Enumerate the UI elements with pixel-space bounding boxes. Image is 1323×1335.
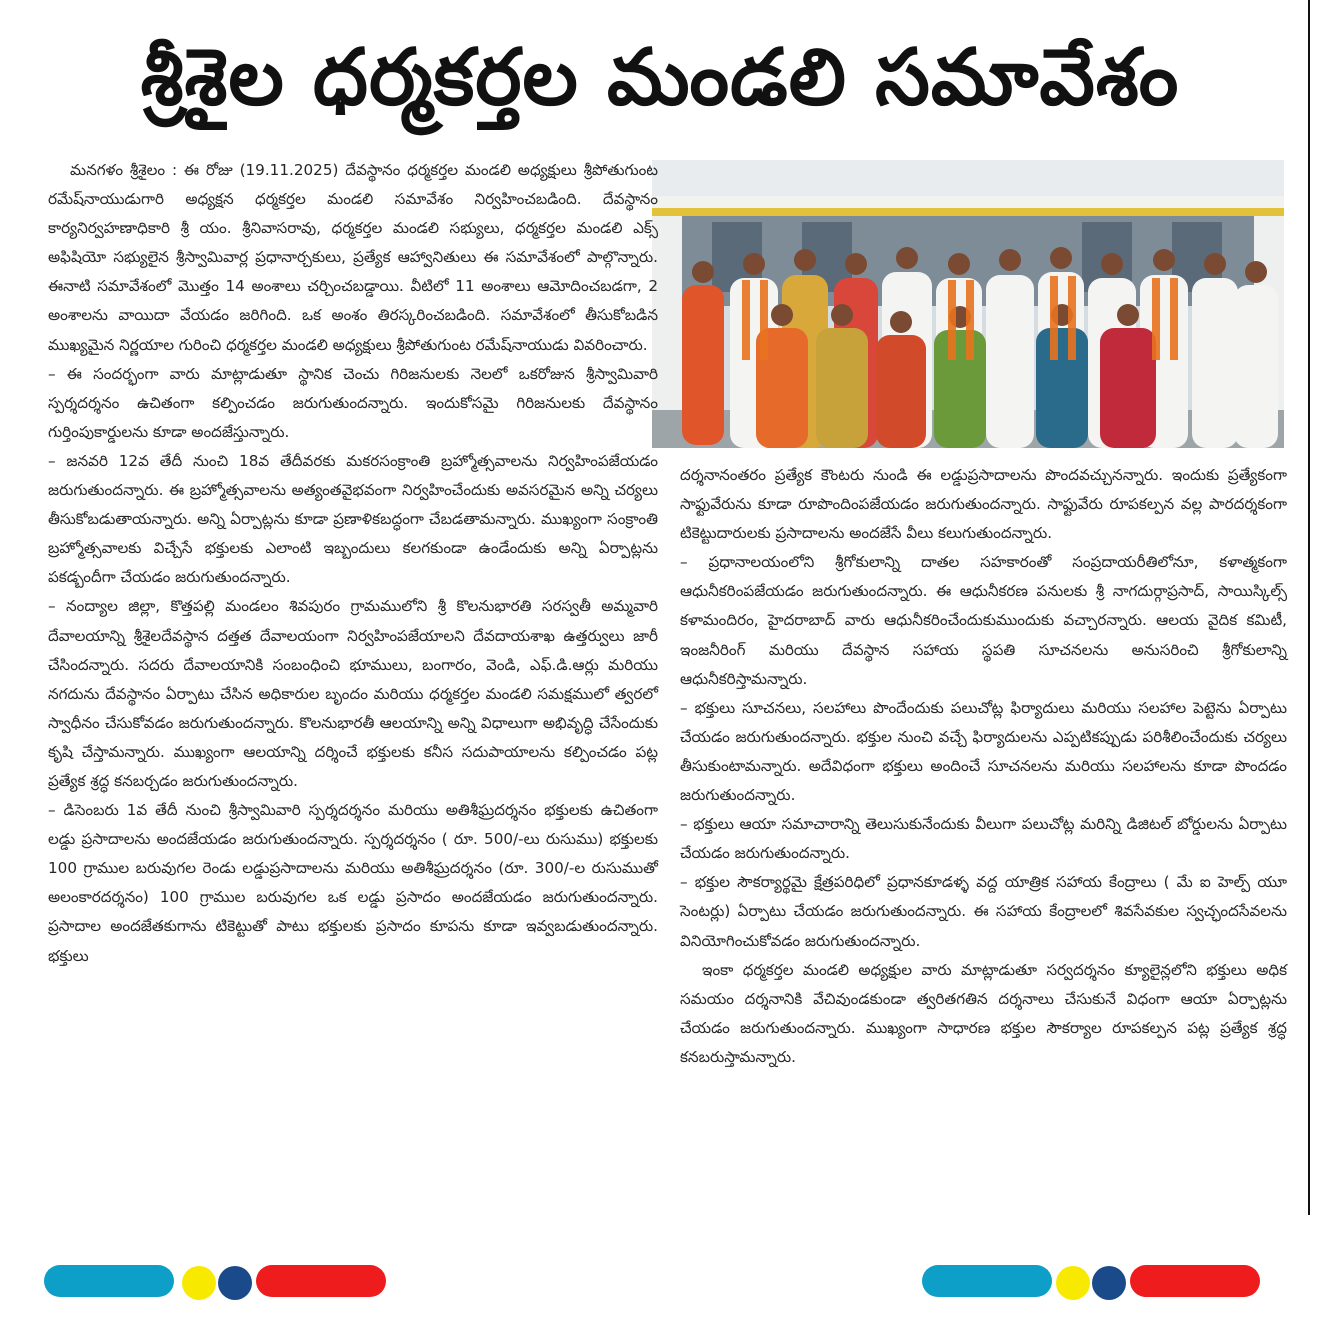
column-rule (1308, 0, 1310, 1215)
article-column-left (48, 156, 658, 971)
article-paragraph: – భక్తులు సూచనలు, సలహాలు పొందేందుకు పలుచోట్ల ఫిర్యాదులు మరియు సలహాల పెట్టెను ఏర్పాటు చేయడం జరుగుతుందన్నారు. భక్తుల నుంచి వచ్చే ఫిర్యాదులను ఎప్పటికప్పుడు పరిశీలించేందుకు చర్యలు తీసుకుంటామన్నారు. అదేవిధంగా భక్తులు అందించే సూచనలను మరియు సలహాలను కూడా పొందడం జరుగుతుందన్నారు. (680, 698, 1287, 805)
article-paragraph: – భక్తులు ఆయా సమాచారాన్ని తెలుసుకునేందుకు వీలుగా పలుచోట్ల మరిన్ని డిజిటల్ బోర్డులను ఏర్పాటు చేయడం జరుగుతుందన్నారు. (680, 815, 1287, 863)
yellow-dot (182, 1266, 216, 1300)
footer-decoration-left (44, 1265, 388, 1301)
article-column-right (680, 461, 1287, 1072)
footer-decoration-right (922, 1265, 1266, 1301)
red-pill (256, 1265, 386, 1297)
headline: శ్రీశైల ధర్మకర్తల మండలి సమావేశం (140, 33, 1180, 123)
article-paragraph: – డిసెంబరు 1వ తేదీ నుంచి శ్రీస్వామివారి స్పర్శదర్శనం మరియు అతిశీఘ్రదర్శనం భక్తులకు ఉచితంగా లడ్డు ప్రసాదాలను అందజేయడం జరుగుతుందన్నారు. స్పర్శదర్శనం ( రూ. 500/-లు రుసుము) భక్తులకు 100 గ్రాముల బరువుగల రెండు లడ్డుప్రసాదాలను మరియు అతిశీఘ్రదర్శనం (రూ. 300/-ల రుసుముతో అలంకారదర్శనం) 100 గ్రాముల బరువుగల ఒక లడ్డు ప్రసాదం అందజేయడం జరుగుతుందన్నారు. ప్రసాదాల అందజేతకుగాను టికెట్టుతో పాటు భక్తులకు ప్రసాదం కూపను కూడా ఇవ్వబడుతుందన్నారు. భక్తులు (48, 801, 658, 965)
blue-pill (922, 1265, 1052, 1297)
article-paragraph: దర్శనానంతరం ప్రత్యేక కౌంటరు నుండి ఈ లడ్డుప్రసాదాలను పొందవచ్చునన్నారు. ఇందుకు ప్రత్యేకంగా సాఫ్టువేరును కూడా రూపొందింపజేయడం జరుగుతుందన్నారు. సాఫ్టువేరు రూపకల్పన వల్ల పారదర్శకంగా టికెట్టుదారులకు ప్రసాదాలను అందజేసే వీలు కలుగుతుందన్నారు. (680, 466, 1287, 543)
article-paragraph: – ప్రధానాలయంలోని శ్రీగోకులాన్ని దాతల సహకారంతో సంప్రదాయరీతిలోనూ, కళాత్మకంగా ఆధునీకరింపజేయడం జరుగుతుందన్నారు. ఈ ఆధునీకరణ పనులకు శ్రీ నాగదుర్గాప్రసాద్, సాయిస్కిల్స్ కళామందిరం, హైదరాబాద్ వారు ఆధునీకరించేందుకుముందుకు వచ్చారన్నారు. ఆలయ వైదిక కమిటీ, ఇంజనీరింగ్ మరియు దేవస్థాన సహాయ స్థపతి సూచనలను అనుసరించి శ్రీగోకులాన్ని ఆధునీకరిస్తామన్నారు. (680, 553, 1287, 688)
article-paragraph: – ఈ సందర్భంగా వారు మాట్లాడుతూ స్థానిక చెంచు గిరిజనులకు నెలలో ఒకరోజున శ్రీస్వామివారి స్పర్శదర్శనం ఉచితంగా కల్పించడం జరుగుతుందన్నారు. ఇందుకోసమై గిరిజనులకు దేవస్థానం గుర్తింపుకార్డులను కూడా అందజేస్తున్నారు. (48, 364, 658, 441)
group-photo (652, 160, 1284, 448)
article-paragraph: – నంద్యాల జిల్లా, కొత్తపల్లి మండలం శివపురం గ్రామములోని శ్రీ కొలనుభారతి సరస్వతీ అమ్మవారి దేవాలయాన్ని శ్రీశైలదేవస్థాన దత్తత దేవాలయంగా నిర్వహింపజేయాలని దేవదాయశాఖ ఉత్తర్వులు జారీ చేసిందన్నారు. సదరు దేవాలయానికి సంబంధించి భూములు, బంగారం, వెండి, ఎఫ్.డి.ఆర్లు మరియు నగదును దేవస్థానం ఏర్పాటు చేసిన అధికారుల బృందం మరియు ధర్మకర్తల మండలి సమక్షములో త్వరలో స్వాధీనం చేసుకోవడం జరుగుతుందన్నారు. కొలనుభారతీ ఆలయాన్ని అన్ని విధాలుగా అభివృద్ధి చేసేందుకు కృషి చేస్తామన్నారు. ముఖ్యంగా ఆలయాన్ని దర్శించే భక్తులకు కనీస సదుపాయాలను కల్పించడం పట్ల ప్రత్యేక శ్రద్ధ కనబర్చడం జరుగుతుందన్నారు. (48, 597, 658, 790)
navy-dot (1092, 1266, 1126, 1300)
red-pill (1130, 1265, 1260, 1297)
article-paragraph: – భక్తుల సౌకర్యార్థమై క్షేత్రపరిధిలో ప్రధానకూడళ్ళ వద్ద యాత్రిక సహాయ కేంద్రాలు ( మే ఐ హెల్ప్ యూ సెంటర్లు) ఏర్పాటు చేయడం జరుగుతుందన్నారు. ఈ సహాయ కేంద్రాలలో శివసేవకుల స్వచ్ఛందసేవలను వినియోగించుకోవడం జరుగుతుందన్నారు. (680, 873, 1287, 950)
navy-dot (218, 1266, 252, 1300)
yellow-dot (1056, 1266, 1090, 1300)
article-paragraph: – జనవరి 12వ తేదీ నుంచి 18వ తేదీవరకు మకరసంక్రాంతి బ్రహ్మోత్సవాలను నిర్వహింపజేయడం జరుగుతుందన్నారు. ఈ బ్రహ్మోత్సవాలను అత్యంతవైభవంగా నిర్వహించేందుకు అవసరమైన అన్ని చర్యలు తీసుకోబడుతాయన్నారు. అన్ని ఏర్పాట్లను కూడా ప్రణాళికబద్ధంగా చేబడతామన్నారు. ముఖ్యంగా సంక్రాంతి బ్రహ్మోత్సవాలకు విచ్చేసే భక్తులకు ఎలాంటి ఇబ్బందులు కలగకుండా ఉండేందుకు అన్ని ఏర్పాట్లను పకడ్బందీగా చేయడం జరుగుతుందన్నారు. (48, 451, 658, 587)
article-paragraph: ఇంకా ధర్మకర్తల మండలి అధ్యక్షుల వారు మాట్లాడుతూ సర్వదర్శనం క్యూలైన్లలోని భక్తులు అధిక సమయం దర్శనానికి వేచివుండకుండా త్వరితగతిన దర్శనాలు చేసుకునే విధంగా ఆయా ఏర్పాట్లను చేయడం జరుగుతుందన్నారు. ముఖ్యంగా సాధారణ భక్తుల సౌకర్యాల రూపకల్పన పట్ల ప్రత్యేక శ్రద్ధ కనబరుస్తామన్నారు. (680, 960, 1287, 1066)
article-paragraph: మనగళం శ్రీశైలం : ఈ రోజు (19.11.2025) దేవస్థానం ధర్మకర్తల మండలి అధ్యక్షులు శ్రీపోతుగుంట రమేష్‌నాయుడుగారి అధ్యక్షన ధర్మకర్తల మండలి సమావేశం నిర్వహించబడింది. దేవస్థానం కార్యనిర్వహణాధికారి శ్రీ యం. శ్రీనివాసరావు, ధర్మకర్తల మండలి సభ్యులు, ధర్మకర్తల మండలి ఎక్స్ అఫిషియో సభ్యులైన శ్రీస్వామివార్ల ప్రధానార్చకులు, ప్రత్యేక ఆహ్వానితులు ఈ సమావేశంలో పాల్గొన్నారు. ఈనాటి సమావేశంలో మొత్తం 14 అంశాలు చర్చించబడ్డాయి. వీటిలో 11 అంశాలు ఆమోదించబడగా, 2 అంశాలను వాయిదా వేయడం జరిగింది. ఒక అంశం తిరస్కరించబడింది. సమావేశంలో తీసుకోబడిన ముఖ్యమైన నిర్ణయాల గురించి ధర్మకర్తల మండలి అధ్యక్షులు శ్రీపోతుగుంట రమేష్‌నాయుడు వివరించారు. (48, 161, 658, 354)
blue-pill (44, 1265, 174, 1297)
